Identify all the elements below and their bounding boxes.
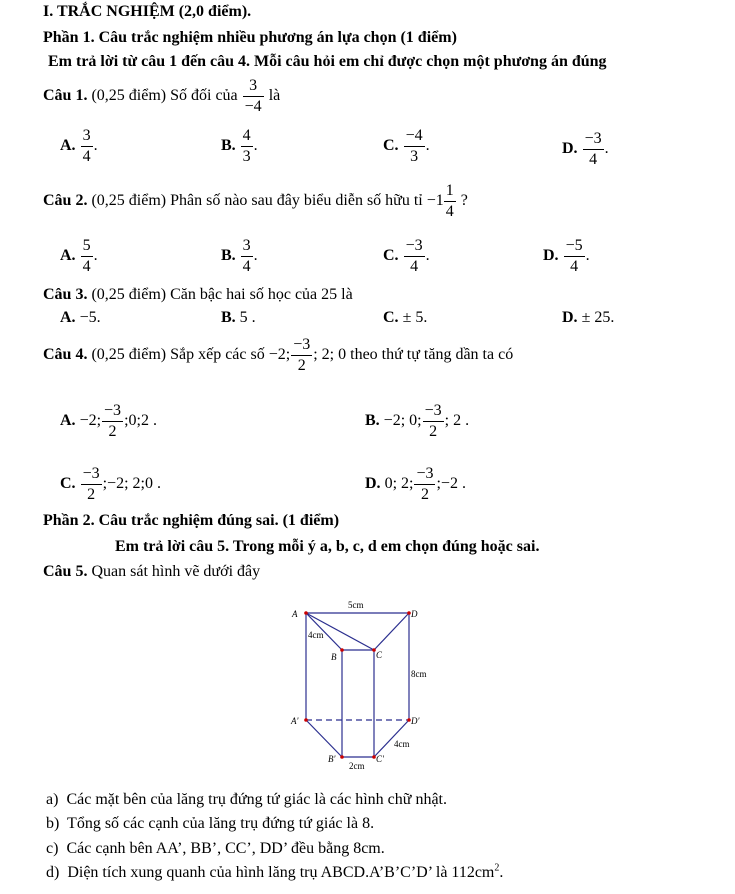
length-AD: 5cm bbox=[348, 600, 364, 610]
q1-text: (0,25 điểm) Số đối của bbox=[91, 87, 238, 105]
q5-text: Quan sát hình vẽ dưới đây bbox=[91, 563, 261, 580]
q4-option-c[interactable] bbox=[60, 466, 161, 503]
length-C1D1: 4cm bbox=[394, 739, 410, 749]
q4-seq-post: ; 2; 0 bbox=[313, 346, 347, 364]
point-B bbox=[340, 648, 344, 652]
frac-den: 4 bbox=[570, 258, 579, 275]
option-letter: B. bbox=[221, 309, 236, 326]
frac-num: −3 bbox=[423, 403, 444, 422]
label-B1: B' bbox=[328, 754, 336, 764]
option-letter: A. bbox=[60, 137, 76, 155]
q1-option-d[interactable] bbox=[562, 131, 609, 168]
option-letter: B. bbox=[221, 137, 236, 155]
q3-label: Câu 3. bbox=[43, 286, 88, 303]
statement-b bbox=[46, 815, 374, 833]
q4-frac-num: −3 bbox=[291, 337, 312, 356]
option-letter: B. bbox=[221, 247, 236, 265]
option-end: . bbox=[425, 247, 430, 265]
option-post: ; 2 . bbox=[444, 412, 470, 430]
point-A bbox=[304, 611, 308, 615]
statement-text: Các mặt bên của lăng trụ đứng tứ giác là các hình chữ nhật. bbox=[66, 791, 447, 808]
statement-letter: c) bbox=[46, 840, 59, 857]
option-letter: D. bbox=[543, 247, 559, 265]
q4-option-b[interactable] bbox=[365, 403, 469, 440]
part1-title: Phần 1. Câu trắc nghiệm nhiều phương án lựa chọn (1 điểm) bbox=[43, 29, 457, 46]
q2-text: (0,25 điểm) Phân số nào sau đây biểu diễn số hữu tỉ bbox=[91, 192, 423, 210]
label-C1: C' bbox=[376, 754, 384, 764]
option-end: . bbox=[253, 137, 258, 155]
q2-label: Câu 2. bbox=[43, 192, 88, 210]
part1-instruction: Em trả lời từ câu 1 đến câu 4. Mỗi câu hỏi em chỉ được chọn một phương án đúng bbox=[48, 53, 607, 70]
q3-option-c[interactable] bbox=[383, 309, 427, 327]
frac-den: 4 bbox=[242, 258, 251, 275]
q3-option-d[interactable] bbox=[562, 309, 614, 327]
q5-label: Câu 5. bbox=[43, 563, 88, 580]
edge-CD bbox=[374, 613, 409, 650]
part2-title: Phần 2. Câu trắc nghiệm đúng sai. (1 điểm) bbox=[43, 512, 340, 529]
option-text: ± 25. bbox=[581, 309, 615, 326]
part2-instruction: Em trả lời câu 5. Trong mỗi ý a, b, c, d em chọn đúng hoặc sai. bbox=[115, 538, 540, 555]
statement-text: Các cạnh bên AA’, BB’, CC’, DD’ đều bằng 8cm. bbox=[66, 840, 385, 857]
option-post: ;−2 . bbox=[436, 475, 466, 493]
statement-end: . bbox=[499, 864, 504, 881]
q1-frac-num: 3 bbox=[243, 78, 264, 97]
frac-den: 4 bbox=[410, 258, 419, 275]
q1-option-b[interactable] bbox=[221, 128, 258, 165]
q4-option-d[interactable] bbox=[365, 466, 466, 503]
option-letter: A. bbox=[60, 412, 76, 430]
option-text: −5. bbox=[79, 309, 101, 326]
option-end: . bbox=[253, 247, 258, 265]
label-D1: D' bbox=[411, 716, 420, 726]
superscript: 2 bbox=[494, 862, 500, 874]
q2-frac-num: 1 bbox=[444, 183, 456, 202]
frac-num: −3 bbox=[81, 466, 102, 485]
q1-option-a[interactable] bbox=[60, 128, 98, 165]
statement-a bbox=[46, 791, 447, 809]
frac-den: 2 bbox=[87, 486, 96, 503]
option-letter: C. bbox=[383, 137, 399, 155]
prism-figure bbox=[280, 592, 450, 782]
frac-den: 4 bbox=[82, 148, 91, 165]
length-AB: 4cm bbox=[308, 630, 324, 640]
frac-den: 2 bbox=[429, 423, 438, 440]
q1-tail: là bbox=[268, 87, 281, 105]
frac-num: 4 bbox=[241, 128, 253, 147]
question-4 bbox=[43, 337, 513, 374]
q1-frac-den: −4 bbox=[244, 98, 262, 115]
option-letter: C. bbox=[383, 247, 399, 265]
statement-letter: a) bbox=[46, 791, 59, 808]
q4-option-a[interactable] bbox=[60, 403, 157, 440]
q4-tail: theo thứ tự tăng dần ta có bbox=[350, 346, 514, 364]
frac-num: 3 bbox=[81, 128, 93, 147]
option-letter: A. bbox=[60, 309, 76, 326]
q2-option-a[interactable] bbox=[60, 238, 98, 275]
option-end: . bbox=[93, 137, 98, 155]
option-letter: D. bbox=[562, 309, 578, 326]
label-A1: A' bbox=[291, 716, 299, 726]
q4-seq-pre: −2; bbox=[268, 346, 291, 364]
q4-frac-den: 2 bbox=[297, 357, 306, 374]
frac-den: 2 bbox=[420, 486, 429, 503]
q3-option-a[interactable] bbox=[60, 309, 101, 327]
option-text: 5 . bbox=[239, 309, 256, 326]
q2-option-c[interactable] bbox=[383, 238, 430, 275]
label-B: B bbox=[331, 652, 337, 662]
frac-num: 5 bbox=[81, 238, 93, 257]
point-B1 bbox=[340, 755, 344, 759]
question-5 bbox=[43, 563, 260, 581]
length-B1C1: 2cm bbox=[349, 761, 365, 771]
statement-text: Tổng số các cạnh của lăng trụ đứng tứ giác là 8. bbox=[67, 815, 375, 832]
statement-letter: d) bbox=[46, 864, 60, 881]
statement-text: Diện tích xung quanh của hình lăng trụ ABCD.A’B’C’D’ là 112cm bbox=[67, 864, 495, 881]
q4-fraction bbox=[291, 337, 312, 374]
q3-text: (0,25 điểm) Căn bậc hai số học của 25 là bbox=[91, 286, 353, 303]
question-3 bbox=[43, 286, 353, 304]
q2-mixed-fraction bbox=[444, 183, 456, 220]
q3-option-b[interactable] bbox=[221, 309, 256, 327]
option-text: ± 5. bbox=[402, 309, 428, 326]
option-letter: D. bbox=[365, 475, 381, 493]
question-1 bbox=[43, 78, 280, 115]
q2-frac-den: 4 bbox=[445, 203, 454, 220]
option-end: . bbox=[93, 247, 98, 265]
q2-option-b[interactable] bbox=[221, 238, 258, 275]
statement-letter: b) bbox=[46, 815, 60, 832]
frac-den: 4 bbox=[589, 151, 598, 168]
frac-den: 3 bbox=[242, 148, 251, 165]
option-post: ;−2; 2;0 . bbox=[102, 475, 161, 493]
label-A: A bbox=[292, 609, 298, 619]
q4-text: (0,25 điểm) Sắp xếp các số bbox=[91, 346, 265, 364]
q2-option-d[interactable] bbox=[543, 238, 590, 275]
label-C: C bbox=[376, 650, 383, 660]
q1-label: Câu 1. bbox=[43, 87, 88, 105]
frac-den: 4 bbox=[82, 258, 91, 275]
q4-label: Câu 4. bbox=[43, 346, 88, 364]
frac-num: −3 bbox=[414, 466, 435, 485]
question-2 bbox=[43, 183, 468, 220]
section-title: I. TRẮC NGHIỆM (2,0 điểm). bbox=[43, 3, 252, 20]
option-end: . bbox=[425, 137, 430, 155]
option-pre: −2; 0; bbox=[383, 412, 422, 430]
option-letter: C. bbox=[383, 309, 399, 326]
option-pre: 0; 2; bbox=[384, 475, 414, 493]
q2-mixed-whole: −1 bbox=[426, 192, 444, 210]
option-post: ;0;2 . bbox=[124, 412, 157, 430]
frac-den: 2 bbox=[108, 423, 117, 440]
option-letter: B. bbox=[365, 412, 380, 430]
frac-num: −3 bbox=[583, 131, 604, 150]
statement-c bbox=[46, 840, 385, 858]
q1-option-c[interactable] bbox=[383, 128, 430, 165]
option-end: . bbox=[585, 247, 590, 265]
q2-tail: ? bbox=[460, 192, 468, 210]
frac-num: −5 bbox=[564, 238, 585, 257]
q1-fraction bbox=[243, 78, 264, 115]
edge-A1B1 bbox=[306, 720, 342, 757]
length-DD1: 8cm bbox=[411, 669, 427, 679]
frac-num: 3 bbox=[241, 238, 253, 257]
frac-num: −4 bbox=[404, 128, 425, 147]
option-end: . bbox=[604, 140, 609, 158]
option-letter: D. bbox=[562, 140, 578, 158]
option-pre: −2; bbox=[79, 412, 102, 430]
frac-num: −3 bbox=[404, 238, 425, 257]
frac-den: 3 bbox=[410, 148, 419, 165]
label-D: D bbox=[411, 609, 418, 619]
option-letter: C. bbox=[60, 475, 76, 493]
frac-num: −3 bbox=[102, 403, 123, 422]
statement-d bbox=[46, 864, 503, 882]
point-A1 bbox=[304, 718, 308, 722]
option-letter: A. bbox=[60, 247, 76, 265]
